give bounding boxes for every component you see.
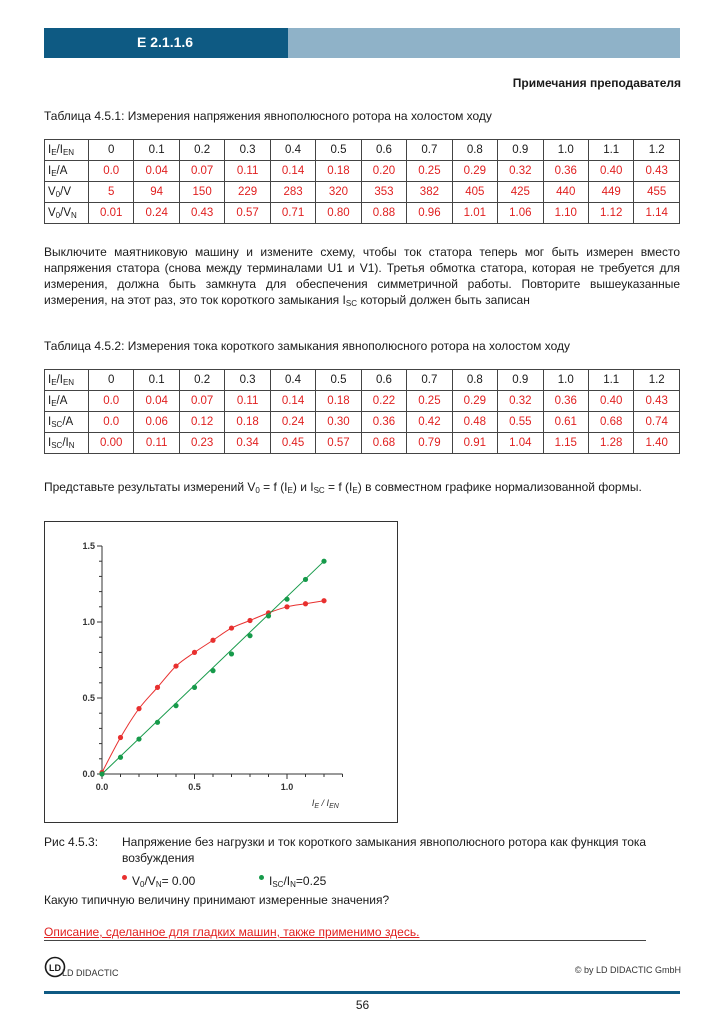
table-cell: 0.29 [452, 161, 497, 182]
table-cell: 0.8 [452, 140, 497, 161]
table-cell: 94 [134, 182, 179, 203]
table-cell: 0.0 [89, 412, 134, 433]
row-label: $V_0/V_N$ [45, 203, 89, 224]
table-cell: 229 [225, 182, 270, 203]
instruction-paragraph: Выключите маятниковую машину и измените схему, чтобы ток статора теперь мог быть измерен вместо напряжения статора (снова между терминалами U1 и V1). Третья обмотка статора, которая не требуется для измерения, должна быть замкнута для обеспечения симметричной работы. Повторите вышеуказанные измерения, на этот раз, это ток короткого замыкания $I_{SC}$ который должен быть записан [44, 245, 680, 308]
row-label: $I_E/I_{EN}$ [45, 140, 89, 161]
table-cell: 0.43 [634, 161, 680, 182]
row-label: $I_E/A$ [45, 391, 89, 412]
x-tick-label: 0.0 [95, 782, 109, 792]
table-cell: 0.25 [407, 161, 452, 182]
question-text: Какую типичную величину принимают измеренные значения? [44, 893, 390, 907]
table-cell: 0.14 [270, 391, 315, 412]
table1-caption: Таблица 4.5.1: Измерения напряжения явнополюсного ротора на холостом ходу [44, 109, 492, 123]
data-point [173, 703, 178, 708]
data-point [229, 651, 234, 656]
table-cell: 0.1 [134, 370, 179, 391]
table-cell: 0.68 [361, 433, 406, 454]
table-cell: 1.10 [543, 203, 588, 224]
table-cell: 440 [543, 182, 588, 203]
table-cell: 1.14 [634, 203, 680, 224]
data-point [303, 601, 308, 606]
data-point [321, 559, 326, 564]
table-cell: 0.00 [89, 433, 134, 454]
table-cell: 0.04 [134, 161, 179, 182]
table-cell: 150 [179, 182, 224, 203]
data-point [173, 663, 178, 668]
table-cell: 0.91 [452, 433, 497, 454]
table-cell: 0.57 [316, 433, 361, 454]
table-row [45, 391, 680, 412]
table-cell: 1.40 [634, 433, 680, 454]
svg-text:LD: LD [49, 963, 61, 973]
table-cell: 0.55 [498, 412, 543, 433]
table-cell: 0.32 [498, 161, 543, 182]
plot-instruction: Представьте результаты измерений $V_0 = f$ $(I_E)$ и $I_{SC} = f$ $(I_E)$ в совместном графике нормализованной формы. [44, 480, 642, 495]
table-cell: 0.43 [634, 391, 680, 412]
table-cell: 0.18 [225, 412, 270, 433]
chart-frame [44, 521, 398, 823]
data-point [192, 685, 197, 690]
table-cell: 0.11 [225, 391, 270, 412]
table-cell: 1.2 [634, 370, 680, 391]
x-tick-label: 0.5 [188, 782, 201, 792]
table-cell: 0.07 [179, 161, 224, 182]
table-cell: 0.11 [225, 161, 270, 182]
characteristic-chart [45, 522, 397, 822]
table-cell: 0.20 [361, 161, 406, 182]
data-point [266, 613, 271, 618]
table-cell: 0.7 [407, 140, 452, 161]
table-cell: 0.24 [134, 203, 179, 224]
table-cell: 0.42 [407, 412, 452, 433]
table-row [45, 203, 680, 224]
figure-number: Рис 4.5.3: [44, 835, 99, 849]
table2-short-circuit-measurements [44, 369, 680, 454]
table-cell: 405 [452, 182, 497, 203]
red-dot-icon [122, 875, 127, 880]
table-cell: 0.07 [179, 391, 224, 412]
data-point [303, 577, 308, 582]
table-cell: 382 [407, 182, 452, 203]
data-point [284, 604, 289, 609]
data-point [99, 771, 104, 776]
table-cell: 0.36 [543, 161, 588, 182]
y-tick-label: 0.5 [82, 693, 95, 703]
table-cell: 0.8 [452, 370, 497, 391]
table-cell: 0.3 [225, 140, 270, 161]
table-cell: 0.18 [316, 391, 361, 412]
table-cell: 0 [89, 370, 134, 391]
row-label: $I_E/A$ [45, 161, 89, 182]
document-code: E 2.1.1.6 [137, 34, 194, 50]
series-line-voltage [102, 601, 324, 773]
data-point [118, 755, 123, 760]
table-cell: 0.5 [316, 370, 361, 391]
table-cell: 425 [498, 182, 543, 203]
table-cell: 0.1 [134, 140, 179, 161]
data-point [136, 736, 141, 741]
table-cell: 0.57 [225, 203, 270, 224]
table-cell: 1.0 [543, 370, 588, 391]
logo-text: LD DIDACTIC [62, 968, 119, 978]
table-cell: 0.80 [316, 203, 361, 224]
data-point [284, 597, 289, 602]
table-cell: 0.23 [179, 433, 224, 454]
data-point [118, 735, 123, 740]
table-cell: 283 [270, 182, 315, 203]
table-cell: 1.1 [588, 140, 633, 161]
data-point [229, 625, 234, 630]
table-cell: 353 [361, 182, 406, 203]
x-tick-label: 1.0 [280, 782, 294, 792]
row-label: $V_0/V$ [45, 182, 89, 203]
table-cell: 0.36 [361, 412, 406, 433]
data-point [247, 618, 252, 623]
table-row [45, 412, 680, 433]
table-cell: 0.29 [452, 391, 497, 412]
data-point [155, 720, 160, 725]
green-dot-icon [259, 875, 264, 880]
table-cell: 455 [634, 182, 680, 203]
legend-current: $I_{SC}/I_N=0.25$ [259, 874, 326, 889]
data-point [136, 706, 141, 711]
table-cell: 1.2 [634, 140, 680, 161]
x-axis-label: $I_E / I_{EN}$ [311, 798, 339, 810]
notes-title: Примечания преподавателя [512, 76, 681, 90]
table-cell: 1.28 [588, 433, 633, 454]
table-cell: 320 [316, 182, 361, 203]
table-cell: 0.7 [407, 370, 452, 391]
table-cell: 0.18 [316, 161, 361, 182]
table-cell: 0.6 [361, 140, 406, 161]
table2-caption: Таблица 4.5.2: Измерения тока короткого замыкания явнополюсного ротора на холостом ходу [44, 339, 571, 353]
table-cell: 1.12 [588, 203, 633, 224]
table-row [45, 161, 680, 182]
table-row [45, 433, 680, 454]
table-cell: 0.40 [588, 161, 633, 182]
row-label: $I_{SC}/I_N$ [45, 433, 89, 454]
row-label: $I_E/I_{EN}$ [45, 370, 89, 391]
data-point [247, 633, 252, 638]
page-number: 56 [355, 998, 370, 1012]
data-point [321, 598, 326, 603]
table-cell: 0.14 [270, 161, 315, 182]
table-cell: 0.22 [361, 391, 406, 412]
table-cell: 0.9 [498, 140, 543, 161]
data-point [192, 650, 197, 655]
table-cell: 1.04 [498, 433, 543, 454]
header-code-block [44, 28, 288, 58]
table-cell: 0.43 [179, 203, 224, 224]
table-row [45, 370, 680, 391]
table-cell: 0.71 [270, 203, 315, 224]
legend-voltage: $V_0/V_N= 0.00$ [122, 874, 195, 889]
table-cell: 0.79 [407, 433, 452, 454]
table-cell: 0.48 [452, 412, 497, 433]
copyright: © by LD DIDACTIC GmbH [574, 965, 681, 975]
table-cell: 0.4 [270, 370, 315, 391]
answer-text: Описание, сделанное для гладких машин, также применимо здесь. [44, 925, 646, 941]
y-tick-label: 1.0 [82, 617, 95, 627]
table-cell: 0.0 [89, 391, 134, 412]
data-point [210, 638, 215, 643]
table-cell: 0.74 [634, 412, 680, 433]
y-tick-label: 0.0 [82, 769, 95, 779]
table-cell: 0.2 [179, 140, 224, 161]
table-cell: 0 [89, 140, 134, 161]
table-cell: 0.45 [270, 433, 315, 454]
table-cell: 0.0 [89, 161, 134, 182]
data-point [155, 685, 160, 690]
table-cell: 0.32 [498, 391, 543, 412]
table-cell: 0.34 [225, 433, 270, 454]
table-cell: 1.06 [498, 203, 543, 224]
table1-voltage-measurements [44, 139, 680, 224]
table-cell: 0.25 [407, 391, 452, 412]
table-cell: 1.1 [588, 370, 633, 391]
header-bar [44, 28, 680, 58]
row-label: $I_{SC}/A$ [45, 412, 89, 433]
table-cell: 0.06 [134, 412, 179, 433]
table-cell: 0.3 [225, 370, 270, 391]
table-cell: 0.36 [543, 391, 588, 412]
table-cell: 0.12 [179, 412, 224, 433]
table-cell: 0.2 [179, 370, 224, 391]
y-tick-label: 1.5 [82, 541, 95, 551]
table-cell: 0.61 [543, 412, 588, 433]
table-cell: 0.4 [270, 140, 315, 161]
footer-rule [44, 991, 680, 994]
table-cell: 0.01 [89, 203, 134, 224]
table-cell: 0.88 [361, 203, 406, 224]
table-cell: 1.01 [452, 203, 497, 224]
table-cell: 0.24 [270, 412, 315, 433]
table-cell: 0.96 [407, 203, 452, 224]
table-cell: 449 [588, 182, 633, 203]
table-cell: 1.0 [543, 140, 588, 161]
table-cell: 0.04 [134, 391, 179, 412]
table-cell: 0.11 [134, 433, 179, 454]
table-cell: 0.6 [361, 370, 406, 391]
table-cell: 0.5 [316, 140, 361, 161]
table-cell: 5 [89, 182, 134, 203]
series-line-current [102, 561, 324, 774]
table-cell: 0.30 [316, 412, 361, 433]
data-point [210, 668, 215, 673]
table-cell: 0.68 [588, 412, 633, 433]
table-cell: 1.15 [543, 433, 588, 454]
figure-text: Напряжение без нагрузки и ток короткого замыкания явнополюсного ротора как функция тока возбуждения [122, 835, 647, 865]
table-row [45, 140, 680, 161]
table-cell: 0.9 [498, 370, 543, 391]
table-row [45, 182, 680, 203]
table-cell: 0.40 [588, 391, 633, 412]
